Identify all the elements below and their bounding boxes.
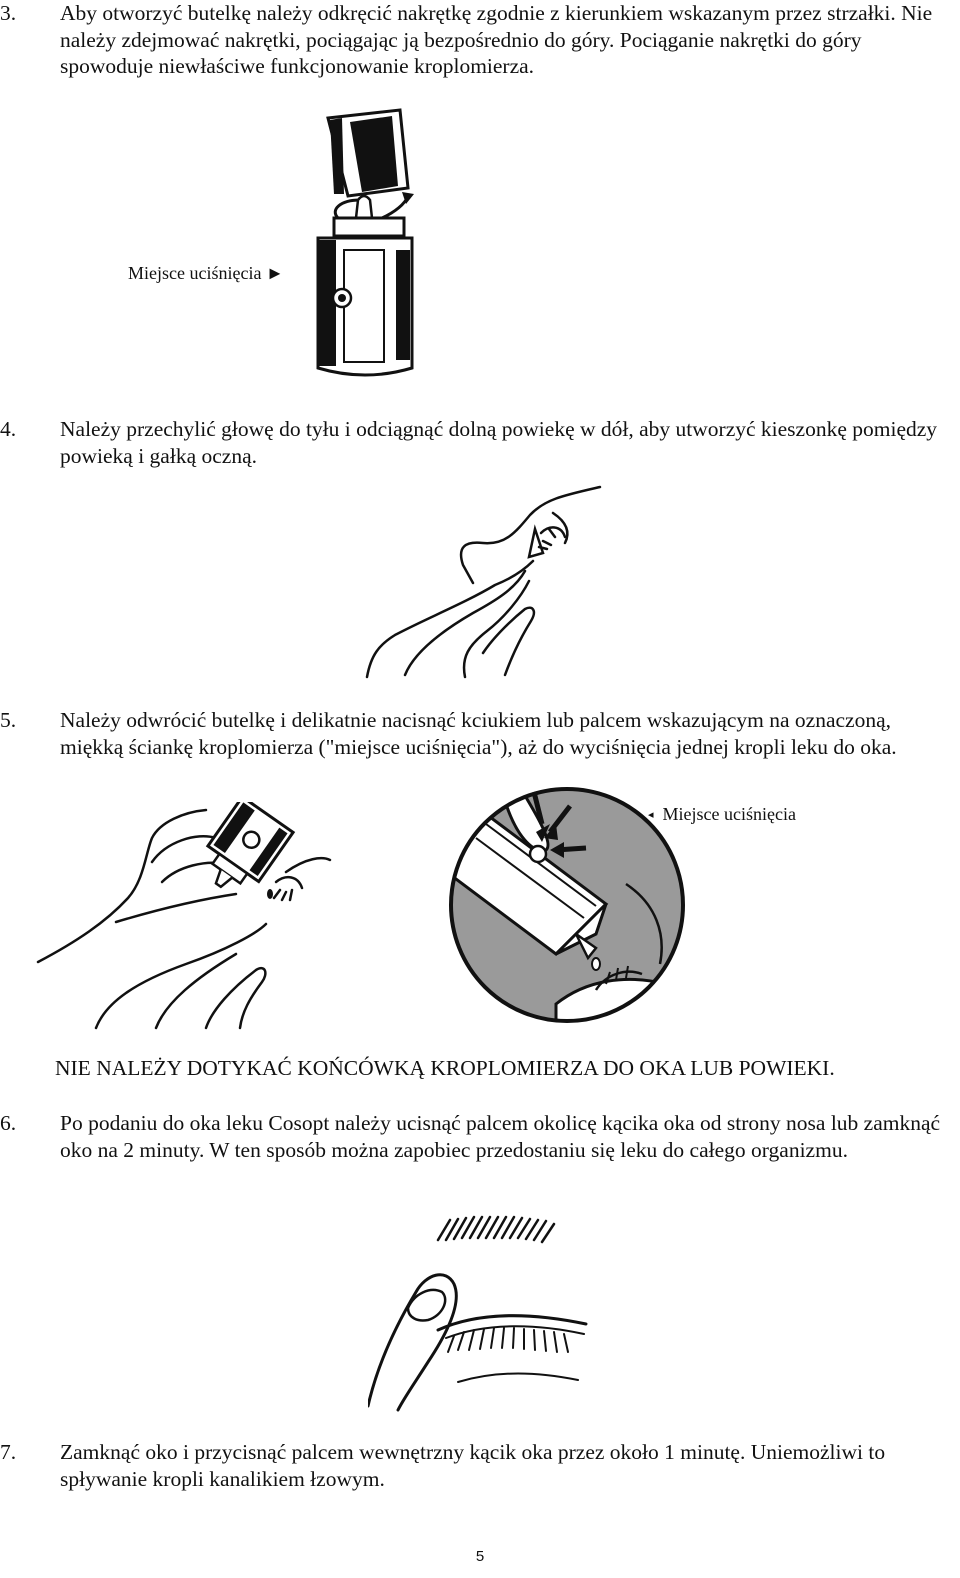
step-5	[0, 707, 950, 760]
step-number: 3.	[0, 1, 17, 25]
step-text: Aby otworzyć butelkę należy odkręcić nakrętkę zgodnie z kierunkiem wskazanym przez strzałki. Nie należy zdejmować nakrętki, pociągając ją bezpośrednio do góry. Pociąganie nakrętki do góry spowoduje niewłaściwe funkcjonowanie kroplomierza.	[60, 1, 933, 78]
press-point-label: Miejsce uciśnięcia ►	[128, 263, 284, 283]
step-6	[0, 1110, 950, 1163]
step-text: Zamknąć oko i przycisnąć palcem wewnętrzny kącik oka przez około 1 minutę. Uniemożliwi to spływanie kropli kanalikiem łzowym.	[60, 1440, 886, 1491]
eye-drop-application-illustration	[36, 802, 332, 1030]
pointer-icon: ◂	[648, 809, 654, 821]
step-number: 7.	[0, 1440, 17, 1464]
press-point-detail-label	[648, 804, 796, 827]
step-number: 6.	[0, 1111, 17, 1135]
eyelid-pull-illustration	[365, 485, 605, 680]
step-number: 4.	[0, 417, 17, 441]
page-number: 5	[475, 1548, 485, 1565]
step-text: Po podaniu do oka leku Cosopt należy ucisnąć palcem okolicę kącika oka od strony nosa lub zamknąć oko na 2 minuty. W ten sposób można zapobiec przedostaniu się leku do całego organizmu.	[60, 1111, 941, 1162]
step-7	[0, 1439, 950, 1492]
warning-text: NIE NALEŻY DOTYKAĆ KOŃCÓWKĄ KROPLOMIERZA DO OKA LUB POWIEKI.	[55, 1056, 835, 1080]
step-3	[0, 0, 950, 80]
closed-eye-press-illustration	[368, 1212, 590, 1412]
dropper-bottle-illustration	[300, 100, 430, 385]
step-text: Należy przechylić głowę do tyłu i odciągnąć dolną powiekę w dół, aby utworzyć kieszonkę pomiędzy powieką i gałką oczną.	[60, 417, 938, 468]
step-4	[0, 416, 950, 469]
press-point-detail-text: Miejsce uciśnięcia	[662, 804, 796, 824]
step-number: 5.	[0, 708, 17, 732]
step-text: Należy odwrócić butelkę i delikatnie nacisnąć kciukiem lub palcem wskazującym na oznaczoną, miękką ściankę kroplomierza ("miejsce uciśnięcia"), aż do wyciśnięcia jednej kropli leku do oka.	[60, 708, 897, 759]
